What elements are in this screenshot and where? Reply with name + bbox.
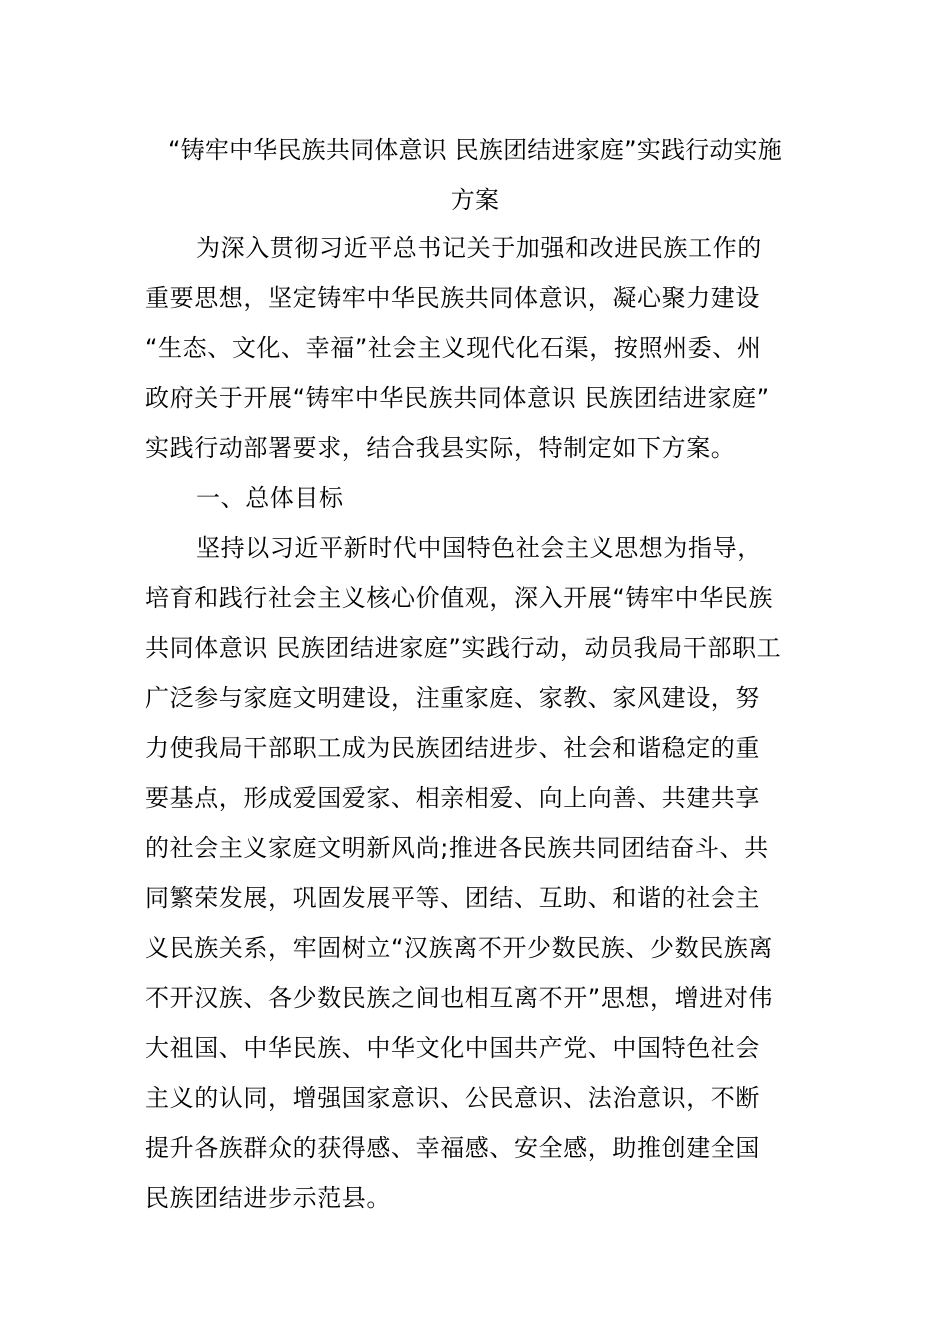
document-title-line-2: 方案 (450, 186, 500, 214)
paragraph-line: 力使我局干部职工成为民族团结进步、社会和谐稳定的重 (145, 734, 760, 762)
section-heading: 一、总体目标 (196, 484, 344, 512)
paragraph-line: 民族团结进步示范县。 (145, 1184, 391, 1212)
paragraph-line: 义民族关系，牢固树立“汉族离不开少数民族、少数民族离 (145, 934, 774, 962)
paragraph-line: 共同体意识 民族团结进家庭”实践行动，动员我局干部职工 (145, 634, 782, 662)
paragraph-line: 要基点，形成爱国爱家、相亲相爱、向上向善、共建共享 (145, 784, 760, 812)
paragraph-line: 为深入贯彻习近平总书记关于加强和改进民族工作的 (196, 234, 762, 262)
paragraph-line: 实践行动部署要求，结合我县实际，特制定如下方案。 (145, 434, 736, 462)
paragraph-line: 重要思想，坚定铸牢中华民族共同体意识，凝心聚力建设 (145, 284, 760, 312)
paragraph-line: 主义的认同，增强国家意识、公民意识、法治意识，不断 (145, 1084, 760, 1112)
paragraph-line: 广泛参与家庭文明建设，注重家庭、家教、家风建设，努 (145, 684, 760, 712)
paragraph-line: 培育和践行社会主义核心价值观，深入开展“铸牢中华民族 (145, 584, 774, 612)
paragraph-line: 提升各族群众的获得感、幸福感、安全感，助推创建全国 (145, 1134, 760, 1162)
paragraph-line: 大祖国、中华民族、中华文化中国共产党、中国特色社会 (145, 1034, 760, 1062)
paragraph-line: 政府关于开展“铸牢中华民族共同体意识 民族团结进家庭” (145, 384, 770, 412)
paragraph-line: 坚持以习近平新时代中国特色社会主义思想为指导， (196, 534, 762, 562)
paragraph-line: 同繁荣发展，巩固发展平等、团结、互助、和谐的社会主 (145, 884, 760, 912)
paragraph-line: “生态、文化、幸福”社会主义现代化石渠，按照州委、州 (145, 334, 762, 362)
document-title-line-1: “铸牢中华民族共同体意识 民族团结进家庭”实践行动实施 (168, 136, 782, 164)
paragraph-line: 的社会主义家庭文明新风尚;推进各民族共同团结奋斗、共 (145, 834, 769, 862)
paragraph-line: 不开汉族、各少数民族之间也相互离不开”思想，增进对伟 (145, 984, 774, 1012)
